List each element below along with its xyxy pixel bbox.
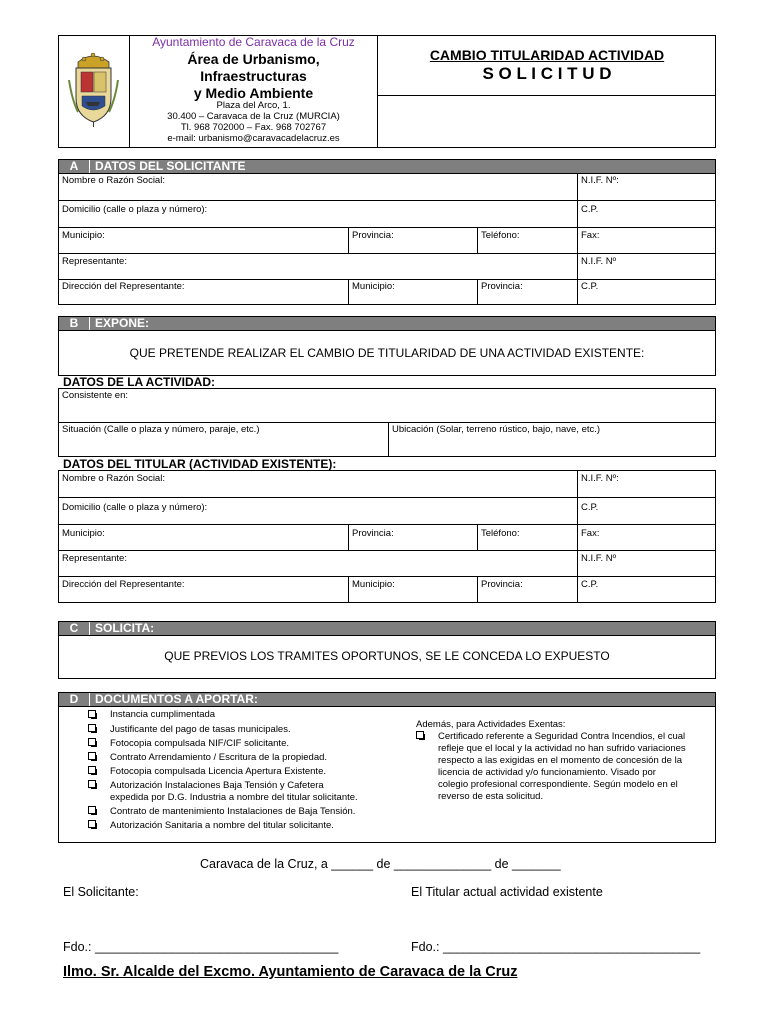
b-nif-field[interactable]: N.I.F. Nº:: [581, 473, 619, 484]
doc-checkbox-5[interactable]: [88, 766, 96, 774]
b-municipio2-field[interactable]: Municipio:: [352, 579, 395, 590]
form-subtitle: S O L I C I T U D: [482, 64, 612, 83]
signature-right-field[interactable]: Fdo.: _____________________________________: [411, 940, 701, 954]
b-fax-field[interactable]: Fax:: [581, 528, 600, 539]
section-b-letter: B: [69, 316, 79, 330]
doc-item-7: Contrato de mantenimiento Instalaciones de Baja Tensión.: [110, 806, 356, 817]
a-telefono-field[interactable]: Teléfono:: [481, 230, 520, 241]
address-line-3: Tl. 968 702000 – Fax. 968 702767: [180, 122, 327, 133]
b-domicilio-field[interactable]: Domicilio (calle o plaza y número):: [62, 502, 208, 513]
doc-item-1: Instancia cumplimentada: [110, 709, 216, 720]
doc-checkbox-8[interactable]: [88, 820, 96, 828]
b-telefono-field[interactable]: Teléfono:: [481, 528, 520, 539]
a-nif-rep-field[interactable]: N.I.F. Nº: [581, 256, 617, 267]
b-provincia2-field[interactable]: Provincia:: [481, 579, 523, 590]
signature-left-field[interactable]: Fdo.: ___________________________________: [63, 940, 339, 954]
exentas-line-4: licencia de actividad y/o funcionamiento. Visado por: [438, 767, 656, 778]
section-d-header: [58, 692, 716, 707]
section-b-title: EXPONE:: [95, 316, 150, 330]
exentas-line-1: Certificado referente a Seguridad Contra Incendios, el cual: [438, 731, 686, 742]
doc-item-4: Contrato Arrendamiento / Escritura de la propiedad.: [110, 752, 328, 763]
department-line-1: Área de Urbanismo,: [187, 51, 320, 67]
a-provincia-field[interactable]: Provincia:: [352, 230, 394, 241]
org-name: Ayuntamiento de Caravaca de la Cruz: [152, 35, 355, 49]
department-line-2: Infraestructuras: [200, 68, 307, 84]
section-c-title: SOLICITA:: [95, 621, 155, 635]
actividad-heading: DATOS DE LA ACTIVIDAD:: [63, 375, 215, 389]
titular-label: El Titular actual actividad existente: [411, 885, 603, 899]
b-representante-field[interactable]: Representante:: [62, 553, 127, 564]
b-provincia-field[interactable]: Provincia:: [352, 528, 394, 539]
address-line-4: e-mail: urbanismo@caravacadelacruz.es: [167, 133, 340, 144]
section-a-title: DATOS DEL SOLICITANTE: [95, 159, 246, 173]
a-domicilio-field[interactable]: Domicilio (calle o plaza y número):: [62, 204, 208, 215]
section-c-statement: QUE PREVIOS LOS TRAMITES OPORTUNOS, SE LE CONCEDA LO EXPUESTO: [164, 649, 610, 663]
exentas-line-2: refleje que el local y la actividad no han sufrido variaciones: [438, 743, 686, 754]
department-line-3: y Medio Ambiente: [193, 85, 314, 101]
a-nombre-field[interactable]: Nombre o Razón Social:: [62, 175, 165, 186]
b-cp2-field[interactable]: C.P.: [581, 579, 599, 590]
a-cp2-field[interactable]: C.P.: [581, 281, 599, 292]
a-municipio2-field[interactable]: Municipio:: [352, 281, 395, 292]
b-situacion-field[interactable]: Situación (Calle o plaza y número, paraje, etc.): [62, 424, 260, 435]
a-nif-field[interactable]: N.I.F. Nº:: [581, 175, 619, 186]
section-a-header: [58, 159, 716, 174]
header-title-rule: [377, 95, 716, 96]
section-d-title: DOCUMENTOS A APORTAR:: [95, 692, 258, 706]
date-line[interactable]: Caravaca de la Cruz, a ______ de ______________ de _______: [200, 857, 561, 871]
section-b-statement: QUE PRETENDE REALIZAR EL CAMBIO DE TITULARIDAD DE UNA ACTIVIDAD EXISTENTE:: [129, 346, 645, 360]
doc-item-8: Autorización Sanitaria a nombre del titular solicitante.: [110, 820, 334, 831]
a-municipio-field[interactable]: Municipio:: [62, 230, 105, 241]
doc-item-3: Fotocopia compulsada NIF/CIF solicitante.: [110, 738, 289, 749]
doc-checkbox-1[interactable]: [88, 710, 96, 718]
exentas-line-5: colegio profesional correspondiente. Según modelo en el: [438, 779, 678, 790]
section-d-letter: D: [69, 692, 79, 706]
doc-item-6: Autorización Instalaciones Baja Tensión y Cafetera: [110, 780, 324, 791]
doc-checkbox-3[interactable]: [88, 738, 96, 746]
b-cp-field[interactable]: C.P.: [581, 502, 599, 513]
a-direccion-rep-field[interactable]: Dirección del Representante:: [62, 281, 185, 292]
doc-checkbox-2[interactable]: [88, 724, 96, 732]
section-b-header: [58, 316, 716, 331]
titular-heading: DATOS DEL TITULAR (ACTIVIDAD EXISTENTE):: [63, 457, 337, 471]
a-provincia2-field[interactable]: Provincia:: [481, 281, 523, 292]
doc-checkbox-6[interactable]: [88, 780, 96, 788]
section-a-letter: A: [69, 159, 79, 173]
b-consistente-field[interactable]: Consistente en:: [62, 390, 129, 401]
b-direccion-rep-field[interactable]: Dirección del Representante:: [62, 579, 185, 590]
b-nif-rep-field[interactable]: N.I.F. Nº: [581, 553, 617, 564]
exentas-line-6: reverso de esta solicitud.: [438, 791, 544, 802]
doc-item-6-continued: expedida por D.G. Industria a nombre del titular solicitante.: [110, 792, 358, 803]
b-ubicacion-field[interactable]: Ubicación (Solar, terreno rústico, bajo, nave, etc.): [392, 424, 601, 435]
exentas-line-3: respecto a las exigidas en el momento de concesión de la: [438, 755, 682, 766]
address-line-2: 30.400 – Caravaca de la Cruz (MURCIA): [167, 111, 340, 122]
section-c-letter: C: [69, 621, 79, 635]
address-line-1: Plaza del Arco, 1.: [216, 100, 291, 111]
doc-checkbox-7[interactable]: [88, 806, 96, 814]
section-c-header: [58, 621, 716, 636]
a-cp-field[interactable]: C.P.: [581, 204, 599, 215]
solicitante-label: El Solicitante:: [63, 885, 139, 899]
form-title: CAMBIO TITULARIDAD ACTIVIDAD: [429, 47, 665, 63]
a-representante-field[interactable]: Representante:: [62, 256, 127, 267]
addressee-line: Ilmo. Sr. Alcalde del Excmo. Ayuntamiento de Caravaca de la Cruz: [63, 964, 518, 980]
exentas-checkbox[interactable]: [416, 731, 424, 739]
doc-item-5: Fotocopia compulsada Licencia Apertura Existente.: [110, 766, 326, 777]
exentas-heading: Además, para Actividades Exentas:: [416, 719, 566, 730]
b-municipio-field[interactable]: Municipio:: [62, 528, 105, 539]
doc-checkbox-4[interactable]: [88, 752, 96, 760]
b-nombre-field[interactable]: Nombre o Razón Social:: [62, 473, 165, 484]
a-fax-field[interactable]: Fax:: [581, 230, 600, 241]
doc-item-2: Justificante del pago de tasas municipales.: [110, 724, 291, 735]
coat-of-arms-logo: [66, 50, 121, 128]
